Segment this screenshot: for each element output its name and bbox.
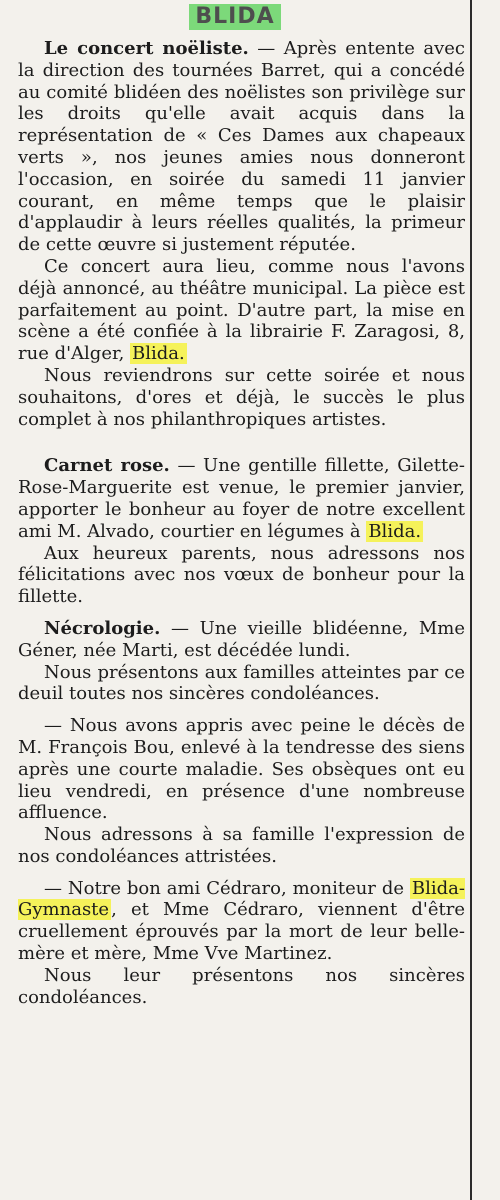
paragraph	[18, 618, 465, 662]
paragraph-text: — Notre bon ami Cédraro, moniteur de	[44, 877, 410, 899]
paragraph-text: Nous reviendrons sur cette soirée et nous souhaitons, d'ores et déjà, le succès le plus complet à nos philanthropiques artistes.	[18, 364, 465, 430]
paragraph-text: Nous adressons à sa famille l'expression de nos condoléances attristées.	[18, 824, 465, 867]
paragraph-text: Aux heureux parents, nous adressons nos félicitations avec nos vœux de bonheur pour la fillette.	[18, 542, 465, 608]
article-column	[18, 38, 465, 1008]
article-gap	[18, 608, 465, 618]
paragraph	[18, 365, 465, 430]
paragraph-text: , et Mme Cédraro, viennent d'être cruellement éprouvés par la mort de leur belle-mère et mère, Mme Vve Martinez.	[18, 899, 465, 965]
article-necrologie	[18, 618, 465, 1009]
paragraph-text: — Une vieille blidéenne, Mme Géner, née Marti, est décédée lundi.	[18, 617, 465, 661]
paragraph-gap	[18, 868, 465, 878]
article-carnet-rose	[18, 455, 465, 608]
paragraph	[18, 965, 465, 1009]
paragraph	[18, 824, 465, 868]
article-lead: Nécrologie.	[44, 617, 161, 639]
paragraph-text: Ce concert aura lieu, comme nous l'avons déjà annoncé, au théâtre municipal. La pièce est parfaitement au point. D'autre part, la mise en scène a été confiée à la librairie F. Zaragosi, 8, rue d'Alger,	[18, 255, 465, 365]
paragraph	[18, 715, 465, 824]
paragraph-text: Nous leur présentons nos sincères condoléances.	[18, 964, 465, 1008]
paragraph-text: — Nous avons appris avec peine le décès de M. François Bou, enlevé à la tendresse des siens après une courte maladie. Ses obsèques ont eu lieu vendredi, en présence d'une nombreuse affluence.	[18, 715, 465, 824]
article-separator	[58, 442, 425, 443]
paragraph	[18, 455, 465, 542]
column-rule	[470, 0, 472, 1200]
paragraph	[18, 662, 465, 706]
article-concert	[18, 38, 465, 430]
paragraph-gap	[18, 705, 465, 715]
search-highlight: Blida.	[132, 343, 185, 365]
paragraph-text: Nous présentons aux familles atteintes par ce deuil toutes nos sincères condoléances.	[18, 661, 465, 705]
search-highlight: Blida.	[368, 520, 422, 542]
article-lead: Carnet rose.	[44, 455, 170, 477]
paragraph-text: — Après entente avec la direction des tournées Barret, qui a concédé au comité blidéen des noëlistes son privilège sur les droits qu'elle avait acquis dans la représentation de « Ces Dames aux chapeaux verts », nos jeunes amies nous donneront l'occasion, en soirée du samedi 11 janvier courant, en même temps que le plaisir d'applaudir à leurs réelles qualités, la primeur de cette œuvre si justement réputée.	[18, 38, 465, 256]
paragraph	[18, 38, 465, 256]
paragraph	[18, 543, 465, 608]
article-lead: Le concert noëliste.	[44, 38, 249, 59]
paragraph	[18, 878, 465, 965]
paragraph	[18, 256, 465, 365]
paragraph-text: — Une gentille fillette, Gilette-Rose-Marguerite est venue, le premier janvier, apporter le bonheur au foyer de notre excellent ami M. Alvado, courtier en légumes à	[18, 455, 465, 542]
section-title: BLIDA	[189, 4, 280, 30]
search-highlight: Blida-Gymnaste	[18, 877, 465, 921]
section-header	[0, 4, 470, 30]
